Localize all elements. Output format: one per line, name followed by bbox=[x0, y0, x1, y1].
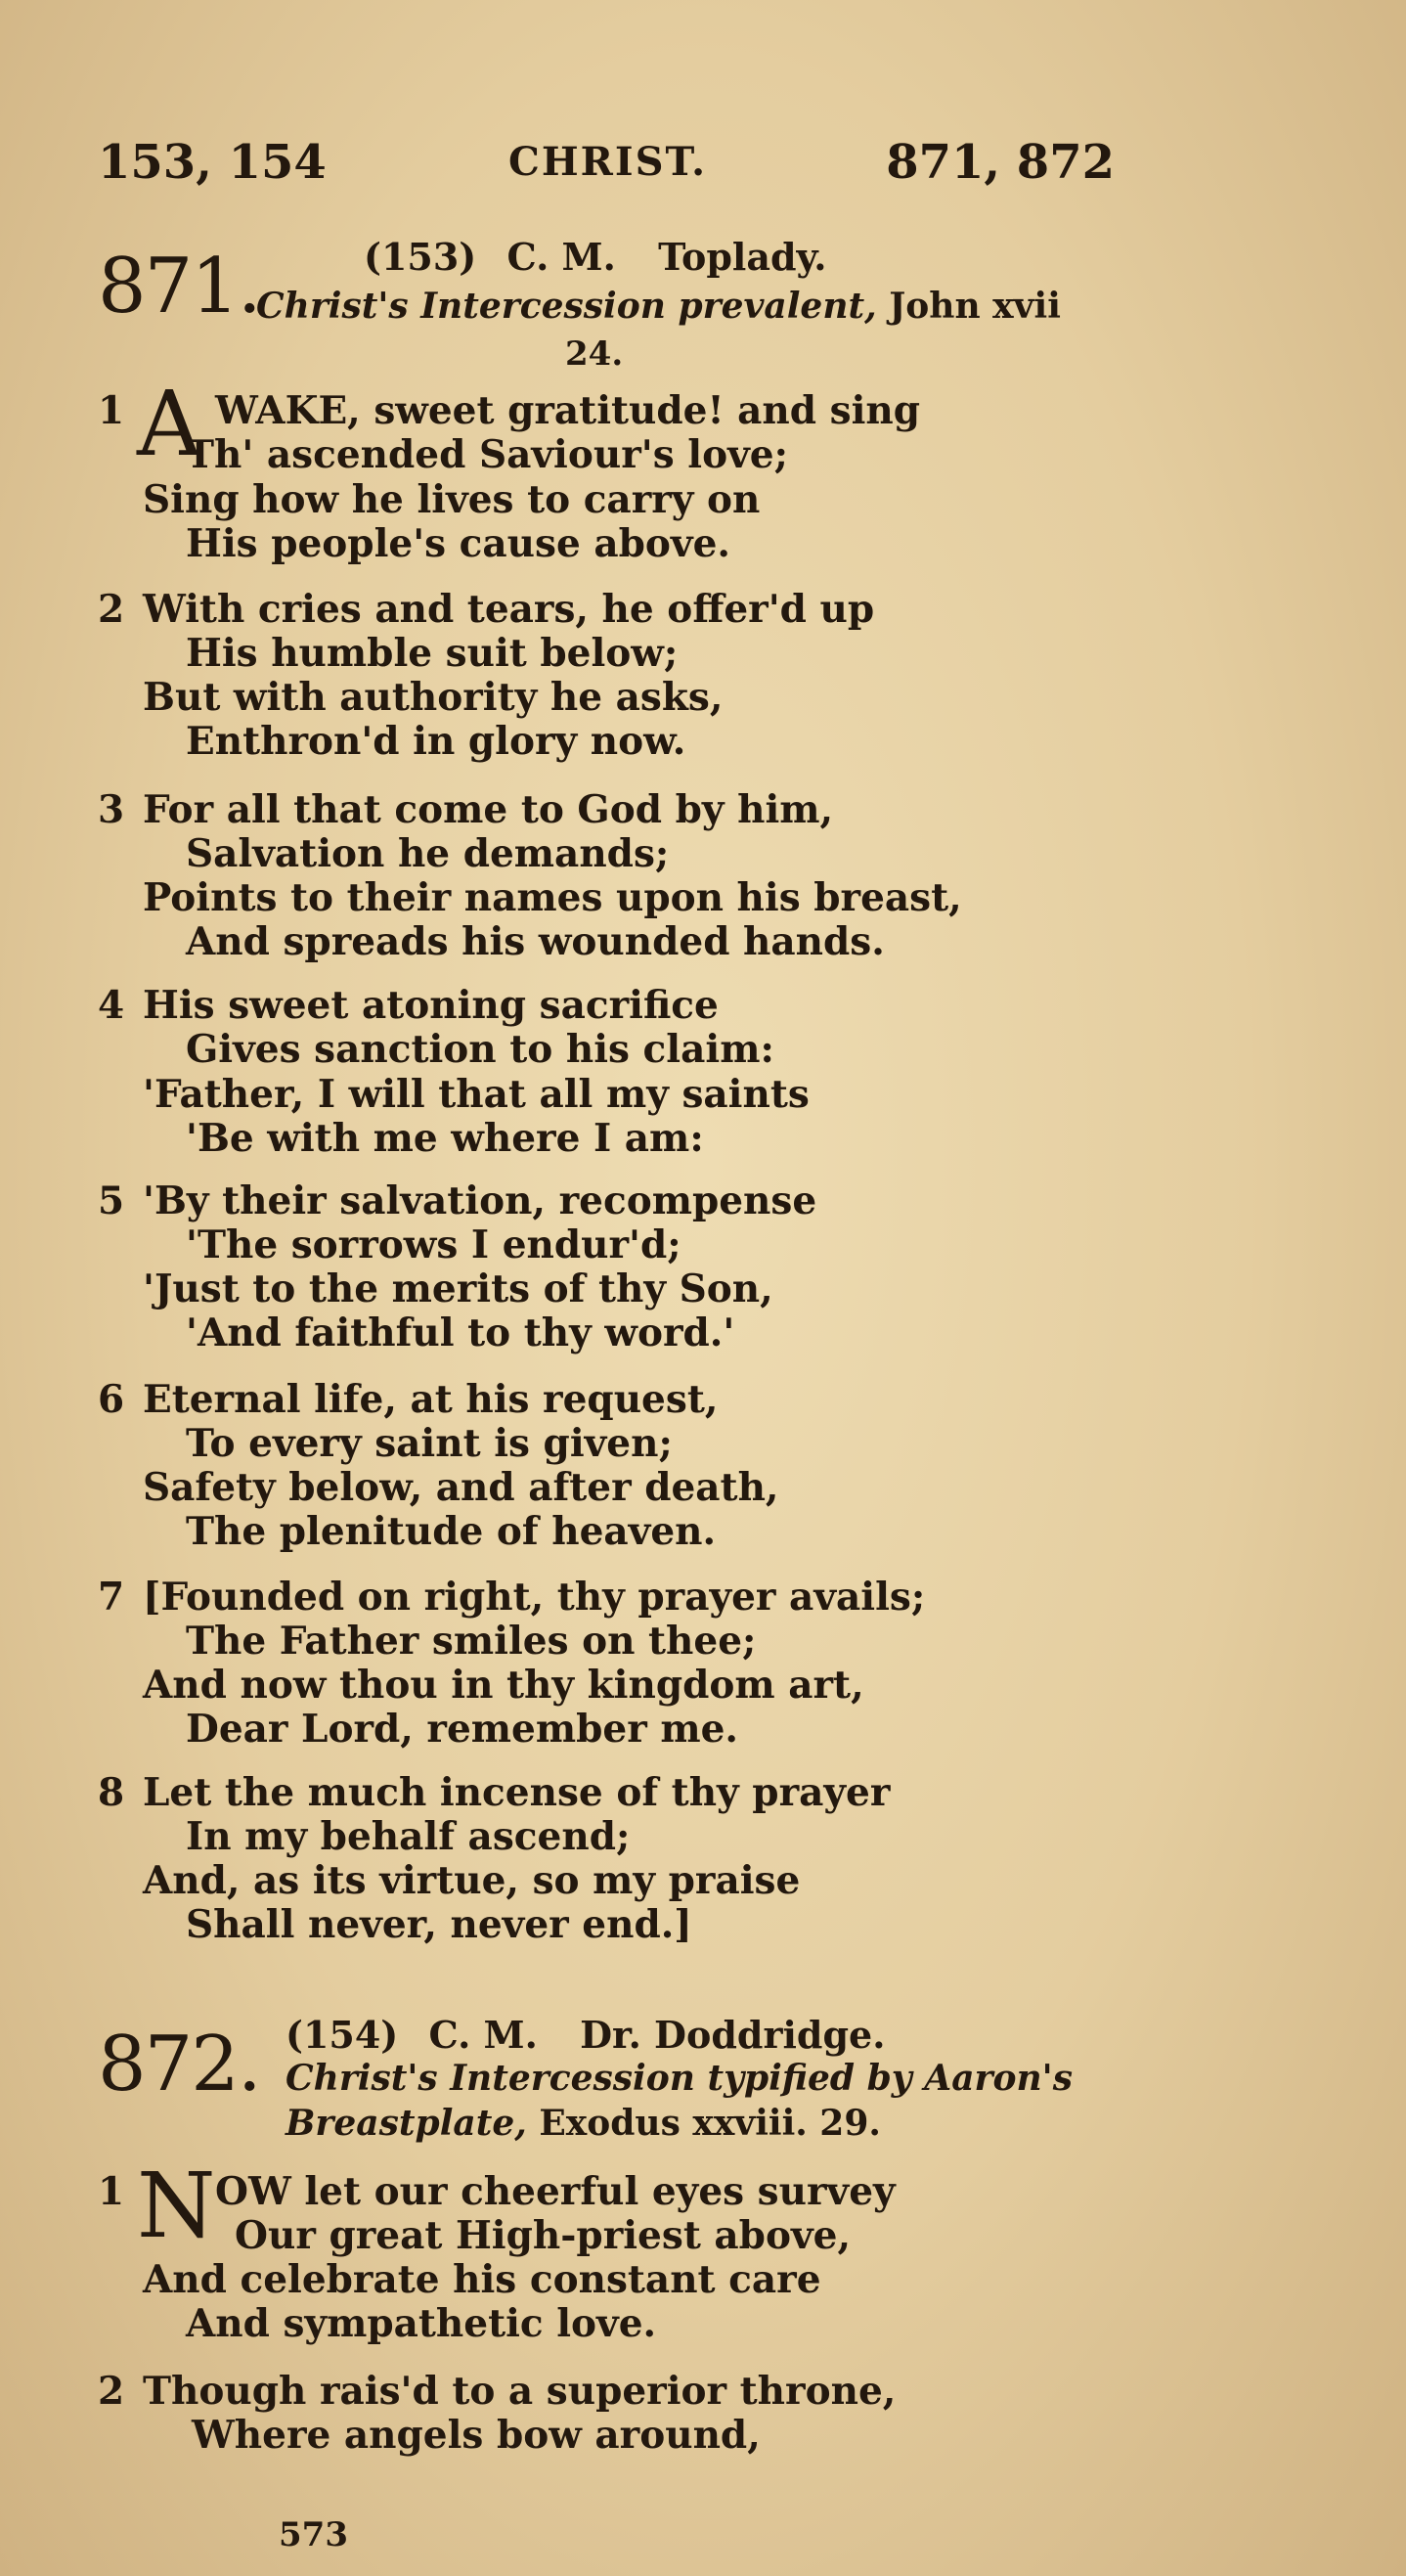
verse-line: 'By their salvation, recompense bbox=[143, 1178, 817, 1223]
verse-line: Let the much incense of thy prayer bbox=[143, 1770, 891, 1815]
verse-line: His people's cause above. bbox=[186, 521, 730, 566]
page-number: 573 bbox=[279, 2515, 348, 2554]
verse-line: Salvation he demands; bbox=[186, 831, 670, 876]
verse-line: Our great High-priest above, bbox=[235, 2213, 852, 2258]
hymn-872-number: 872. bbox=[98, 2021, 260, 2109]
verse-line: His sweet atoning sacrifice bbox=[143, 983, 719, 1028]
verse-number: 1 bbox=[98, 388, 125, 433]
hymn-871-number: 871. bbox=[98, 243, 260, 331]
scripture-reference-cont: 24. bbox=[565, 334, 624, 374]
title-text: Christ's Intercession prevalent, bbox=[256, 286, 877, 327]
verse-line: With cries and tears, he offer'd up bbox=[143, 587, 875, 632]
author: Dr. Doddridge. bbox=[580, 2013, 886, 2057]
header-hymn-range: 153, 154 bbox=[98, 135, 327, 190]
verse-number: 6 bbox=[98, 1377, 125, 1422]
verse-line: And sympathetic love. bbox=[186, 2301, 657, 2346]
verse-line: In my behalf ascend; bbox=[186, 1814, 631, 1859]
verse-number: 7 bbox=[98, 1575, 125, 1620]
header-section-title: CHRIST. bbox=[508, 139, 708, 185]
running-header bbox=[98, 135, 1115, 194]
verse-line: His humble suit below; bbox=[186, 631, 679, 676]
tune-number: (153) bbox=[364, 235, 477, 279]
verse-line: Though rais'd to a superior throne, bbox=[143, 2369, 897, 2414]
verse-line: [Founded on right, thy prayer avails; bbox=[143, 1575, 926, 1620]
verse-line: Where angels bow around, bbox=[192, 2413, 761, 2458]
header-number-range: 871, 872 bbox=[886, 135, 1115, 190]
hymn-872-heading bbox=[286, 2013, 885, 2057]
verse-line: WAKE, sweet gratitude! and sing bbox=[215, 388, 921, 433]
verse-line: And celebrate his constant care bbox=[143, 2257, 821, 2302]
verse-line: 'And faithful to thy word.' bbox=[186, 1310, 735, 1355]
title-text: Breastplate, bbox=[286, 2103, 527, 2144]
verse-line: 'The sorrows I endur'd; bbox=[186, 1222, 681, 1267]
verse-line: Dear Lord, remember me. bbox=[186, 1707, 739, 1752]
verse-line: The Father smiles on thee; bbox=[186, 1619, 757, 1664]
verse-line: The plenitude of heaven. bbox=[186, 1509, 717, 1554]
verse-line: Enthron'd in glory now. bbox=[186, 719, 686, 764]
verse-line: 'Just to the merits of thy Son, bbox=[143, 1266, 773, 1311]
verse-line: OW let our cheerful eyes survey bbox=[215, 2169, 896, 2214]
verse-line: Eternal life, at his request, bbox=[143, 1377, 719, 1422]
verse-line: 'Father, I will that all my saints bbox=[143, 1072, 810, 1117]
verse-number: 2 bbox=[98, 587, 125, 632]
verse-line: Shall never, never end.] bbox=[186, 1902, 692, 1947]
verse-line: And now thou in thy kingdom art, bbox=[143, 1663, 864, 1708]
verse-number: 5 bbox=[98, 1178, 125, 1223]
drop-cap: A bbox=[137, 372, 202, 476]
scripture-reference: Exodus xxviii. 29. bbox=[539, 2103, 881, 2144]
hymn-871-heading bbox=[364, 235, 827, 279]
verse-line: Sing how he lives to carry on bbox=[143, 477, 761, 522]
verse-number: 2 bbox=[98, 2369, 125, 2414]
verse-line: And, as its virtue, so my praise bbox=[143, 1858, 801, 1903]
verse-line: Safety below, and after death, bbox=[143, 1465, 779, 1510]
verse-number: 1 bbox=[98, 2169, 125, 2214]
scripture-reference: John xvii bbox=[889, 286, 1061, 327]
verse-line: To every saint is given; bbox=[186, 1421, 673, 1466]
hymn-872-title-line2 bbox=[286, 2103, 881, 2144]
verse-line: And spreads his wounded hands. bbox=[186, 919, 885, 964]
verse-line: Points to their names upon his breast, bbox=[143, 875, 962, 920]
author: Toplady. bbox=[658, 235, 827, 279]
meter: C. M. bbox=[506, 235, 616, 279]
verse-line: Gives sanction to his claim: bbox=[186, 1027, 774, 1072]
verse-line: But with authority he asks, bbox=[143, 675, 724, 720]
hymn-871-title bbox=[256, 286, 1061, 327]
verse-line: For all that come to God by him, bbox=[143, 787, 834, 832]
hymn-872-title-line1: Christ's Intercession typified by Aaron's bbox=[286, 2058, 1073, 2099]
meter: C. M. bbox=[428, 2013, 538, 2057]
verse-number: 8 bbox=[98, 1770, 125, 1815]
tune-number: (154) bbox=[286, 2013, 399, 2057]
verse-line: Th' ascended Saviour's love; bbox=[186, 432, 788, 477]
drop-cap: N bbox=[137, 2154, 216, 2258]
verse-number: 4 bbox=[98, 983, 125, 1028]
verse-line: 'Be with me where I am: bbox=[186, 1116, 704, 1161]
verse-number: 3 bbox=[98, 787, 125, 832]
